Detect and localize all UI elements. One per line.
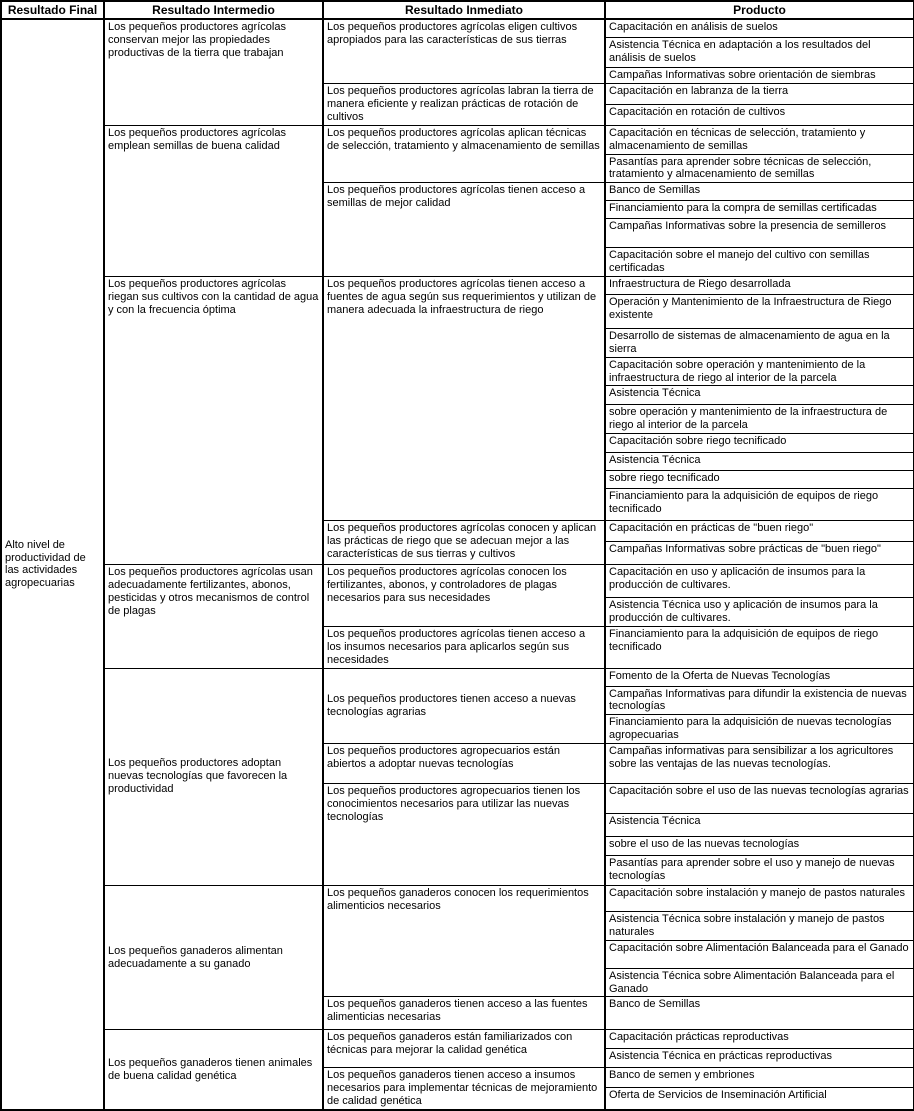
producto-cell: Banco de semen y embriones	[605, 1068, 914, 1088]
column-header-resultado-intermedio: Resultado Intermedio	[104, 1, 323, 19]
producto-cell: Capacitación en uso y aplicación de insumos para la producción de cultivares.	[605, 565, 914, 598]
producto-cell: Asistencia Técnica en adaptación a los resultados del análisis de suelos	[605, 38, 914, 68]
producto-cell: Asistencia Técnica sobre Alimentación Balanceada para el Ganado	[605, 968, 914, 997]
table-body	[1, 19, 914, 1110]
intermedio-cell: Los pequeños productores adoptan nuevas tecnologías que favorecen la productividad	[104, 668, 323, 885]
producto-cell: sobre el uso de las nuevas tecnologías	[605, 836, 914, 855]
inmediato-cell: Los pequeños ganaderos tienen acceso a las fuentes alimenticias necesarias	[323, 997, 605, 1030]
inmediato-cell: Los pequeños ganaderos están familiarizados con técnicas para mejorar la calidad genética	[323, 1030, 605, 1068]
inmediato-cell: Los pequeños productores agrícolas conocen y aplican las prácticas de riego que se adecuan mejor a las características de sus tierras y cultivos	[323, 521, 605, 565]
producto-cell: Fomento de la Oferta de Nuevas Tecnologías	[605, 668, 914, 686]
inmediato-cell: Los pequeños productores agropecuarios están abiertos a adoptar nuevas tecnologías	[323, 743, 605, 783]
producto-cell: Campañas Informativas sobre prácticas de "buen riego"	[605, 542, 914, 565]
producto-cell: Capacitación sobre el manejo del cultivo con semillas certificadas	[605, 248, 914, 277]
column-header-resultado-final: Resultado Final	[1, 1, 104, 19]
intermedio-cell: Los pequeños productores agrícolas emplean semillas de buena calidad	[104, 125, 323, 276]
producto-cell: Financiamiento para la compra de semillas certificadas	[605, 201, 914, 219]
producto-cell: Banco de Semillas	[605, 997, 914, 1030]
producto-cell: Asistencia Técnica uso y aplicación de insumos para la producción de cultivares.	[605, 598, 914, 627]
producto-cell: Campañas Informativas sobre la presencia de semilleros	[605, 219, 914, 248]
producto-cell: Pasantías para aprender sobre el uso y manejo de nuevas tecnologías	[605, 855, 914, 885]
producto-cell: Asistencia Técnica	[605, 813, 914, 836]
inmediato-cell: Los pequeños productores agropecuarios tienen los conocimientos necesarios para utilizar las nuevas tecnologías	[323, 783, 605, 885]
inmediato-cell: Los pequeños productores agrícolas aplican técnicas de selección, tratamiento y almacenamiento de semillas	[323, 125, 605, 182]
producto-cell: Asistencia Técnica	[605, 386, 914, 405]
producto-cell: Capacitación sobre riego tecnificado	[605, 434, 914, 453]
producto-cell: Capacitación en análisis de suelos	[605, 19, 914, 38]
producto-cell: Capacitación en prácticas de "buen riego"	[605, 521, 914, 542]
producto-cell: Infraestructura de Riego desarrollada	[605, 277, 914, 295]
inmediato-cell: Los pequeños productores agrícolas labran la tierra de manera eficiente y realizan prácticas de rotación de cultivos	[323, 83, 605, 125]
intermedio-cell: Los pequeños ganaderos alimentan adecuadamente a su ganado	[104, 885, 323, 1029]
producto-cell: Desarrollo de sistemas de almacenamiento de agua en la sierra	[605, 329, 914, 358]
producto-cell: Pasantías para aprender sobre técnicas de selección, tratamiento y almacenamiento de semillas	[605, 154, 914, 183]
producto-cell: Asistencia Técnica sobre instalación y manejo de pastos naturales	[605, 911, 914, 940]
producto-cell: Campañas informativas para sensibilizar a los agricultores sobre las ventajas de las nuevas tecnologías.	[605, 743, 914, 783]
producto-cell: Financiamiento para la adquisición de nuevas tecnologías agropecuarias	[605, 715, 914, 744]
inmediato-cell: Los pequeños productores agrícolas tienen acceso a semillas de mejor calidad	[323, 183, 605, 277]
producto-cell: Campañas Informativas para difundir la existencia de nuevas tecnologías	[605, 686, 914, 715]
producto-cell: Capacitación sobre operación y mantenimiento de la infraestructura de riego al interior de la parcela	[605, 357, 914, 386]
table-row	[1, 277, 914, 295]
producto-cell: Capacitación prácticas reproductivas	[605, 1030, 914, 1049]
producto-cell: Financiamiento para la adquisición de equipos de riego tecnificado	[605, 626, 914, 668]
intermedio-cell: Los pequeños productores agrícolas usan adecuadamente fertilizantes, abonos, pesticidas y otros mecanismos de control de plagas	[104, 565, 323, 668]
producto-cell: Capacitación sobre instalación y manejo de pastos naturales	[605, 885, 914, 911]
table-row	[1, 565, 914, 598]
inmediato-cell: Los pequeños ganaderos tienen acceso a insumos necesarios para implementar técnicas de mejoramiento de calidad genética	[323, 1068, 605, 1110]
table-row	[1, 125, 914, 154]
intermedio-cell: Los pequeños ganaderos tienen animales de buena calidad genética	[104, 1030, 323, 1110]
producto-cell: Banco de Semillas	[605, 183, 914, 201]
column-header-resultado-inmediato: Resultado Inmediato	[323, 1, 605, 19]
table-row	[1, 19, 914, 38]
header-row	[1, 1, 914, 19]
producto-cell: Campañas Informativas sobre orientación de siembras	[605, 68, 914, 84]
producto-cell: sobre operación y mantenimiento de la infraestructura de riego al interior de la parcela	[605, 405, 914, 434]
producto-cell: Capacitación en rotación de cultivos	[605, 104, 914, 125]
table-row	[1, 1030, 914, 1049]
producto-cell: Oferta de Servicios de Inseminación Artificial	[605, 1088, 914, 1110]
producto-cell: Capacitación sobre el uso de las nuevas tecnologías agrarias	[605, 783, 914, 813]
intermedio-cell: Los pequeños productores agrícolas conservan mejor las propiedades productivas de la tierra que trabajan	[104, 19, 323, 125]
intermedio-cell: Los pequeños productores agrícolas riegan sus cultivos con la cantidad de agua y con la frecuencia óptima	[104, 277, 323, 565]
producto-cell: Asistencia Técnica	[605, 453, 914, 471]
producto-cell: Asistencia Técnica en prácticas reproductivas	[605, 1049, 914, 1068]
producto-cell: Capacitación sobre Alimentación Balanceada para el Ganado	[605, 940, 914, 968]
producto-cell: Financiamiento para la adquisición de equipos de riego tecnificado	[605, 489, 914, 521]
inmediato-cell: Los pequeños productores agrícolas tienen acceso a fuentes de agua según sus requerimientos y utilizan de manera adecuada la infraestructura de riego	[323, 277, 605, 521]
inmediato-cell: Los pequeños ganaderos conocen los requerimientos alimenticios necesarios	[323, 885, 605, 996]
inmediato-cell: Los pequeños productores tienen acceso a nuevas tecnologías agrarias	[323, 668, 605, 743]
producto-cell: Operación y Mantenimiento de la Infraestructura de Riego existente	[605, 295, 914, 329]
table-row	[1, 668, 914, 686]
inmediato-cell: Los pequeños productores agrícolas eligen cultivos apropiados para las características de sus tierras	[323, 19, 605, 83]
column-header-producto: Producto	[605, 1, 914, 19]
producto-cell: Capacitación en labranza de la tierra	[605, 83, 914, 104]
inmediato-cell: Los pequeños productores agrícolas tienen acceso a los insumos necesarios para aplicarlos según sus necesidades	[323, 626, 605, 668]
inmediato-cell: Los pequeños productores agrícolas conocen los fertilizantes, abonos, y controladores de plagas necesarios para sus necesidades	[323, 565, 605, 627]
producto-cell: Capacitación en técnicas de selección, tratamiento y almacenamiento de semillas	[605, 125, 914, 154]
final-cell: Alto nivel de productividad de las actividades agropecuarias	[1, 19, 104, 1110]
table-header	[1, 1, 914, 19]
producto-cell: sobre riego tecnificado	[605, 471, 914, 489]
table-row	[1, 885, 914, 911]
